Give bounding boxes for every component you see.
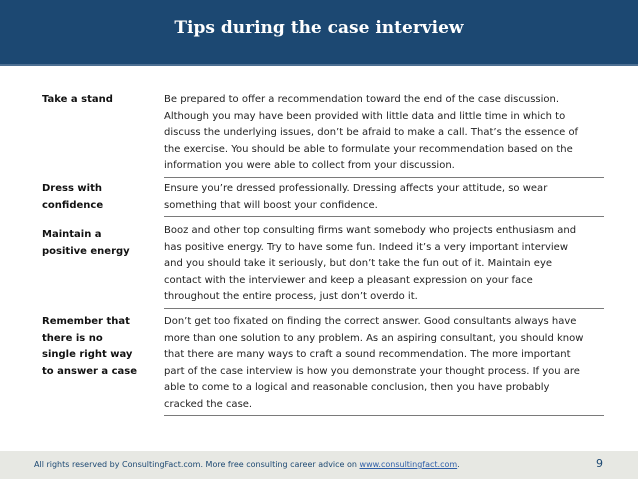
tip-label-line: single right way	[42, 349, 133, 360]
tip-label	[42, 92, 154, 109]
tip-label-line: there is no	[42, 332, 103, 344]
tip-content-line: able to come to a logical and reasonable conclusion, then you have probably	[164, 382, 550, 393]
footer-link[interactable]: www.consultingfact.com	[359, 460, 458, 469]
tip-content-line: the exercise. You should be able to formulate your recommendation based on the	[164, 143, 573, 155]
tip-content-line: something that will boost your confidence.	[164, 199, 378, 211]
tip-content-line: discuss the underlying issues, don’t be afraid to make a call. That’s the essence of	[164, 127, 579, 138]
tip-content-line: Although you may have been provided with little data and little time in which to	[164, 110, 566, 122]
tip-content	[164, 223, 604, 309]
tip-content-line: Booz and other top consulting firms want somebody who projects enthusiasm and	[164, 225, 577, 236]
footer-copyright: All rights reserved by ConsultingFact.com. More free consulting career advice on	[34, 460, 360, 469]
tip-content-line: part of the case interview is how you demonstrate your thought process. If you are	[164, 365, 580, 377]
tip-content-line: that there are many ways to craft a sound recommendation. The more important	[164, 349, 571, 360]
tip-label-line: confidence	[42, 199, 104, 211]
tip-label	[42, 181, 154, 214]
page-title: Tips during the case interview	[174, 18, 464, 38]
header-bar	[0, 0, 638, 66]
tip-label-line: Remember that	[42, 316, 130, 327]
tip-content-line: cracked the case.	[164, 398, 253, 410]
tip-content-line: more than one solution to any problem. As an aspiring consultant, you should know	[164, 332, 584, 344]
tip-label-line: Dress with	[42, 183, 102, 194]
tip-content-line: has positive energy. Try to have some fun. Indeed it’s a very important interview	[164, 241, 568, 253]
tip-content	[164, 314, 604, 416]
tip-content-line: information you were able to collect from your discussion.	[164, 160, 455, 171]
tip-content	[164, 181, 604, 217]
tip-content-line: Be prepared to offer a recommendation toward the end of the case discussion.	[164, 94, 560, 105]
tip-label-line: positive energy	[42, 245, 130, 257]
tip-content-line: throughout the entire process, just don’t overdo it.	[164, 291, 418, 302]
tip-content-line: Ensure you’re dressed professionally. Dressing affects your attitude, so wear	[164, 183, 548, 194]
tip-content-line: and you should take it seriously, but don’t take the fun out of it. Maintain eye	[164, 258, 553, 269]
tip-content-line: contact with the interviewer and keep a pleasant expression on your face	[164, 274, 533, 286]
tip-label-line: Take a stand	[42, 94, 113, 105]
page-number: 9	[596, 457, 603, 470]
tip-content	[164, 92, 604, 178]
tip-label	[42, 314, 154, 380]
tip-label-line: Maintain a	[42, 229, 102, 240]
footer-suffix: .	[457, 460, 460, 469]
footer-text	[34, 460, 460, 469]
tip-content-line: Don’t get too fixated on finding the correct answer. Good consultants always have	[164, 316, 577, 327]
footer-bar	[0, 451, 638, 479]
tip-label-line: to answer a case	[42, 365, 138, 377]
tip-label	[42, 227, 154, 260]
